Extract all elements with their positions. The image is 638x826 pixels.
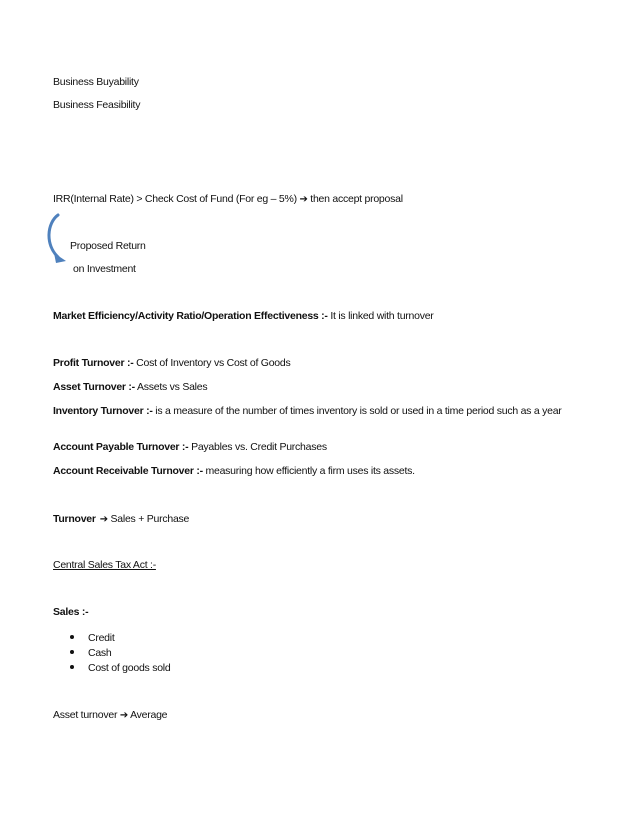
turnover-definition: Sales + Purchase bbox=[107, 513, 190, 525]
right-arrow-icon: ➔ bbox=[119, 710, 129, 721]
turnover-term: Turnover bbox=[53, 513, 96, 525]
inventory-turnover-line bbox=[53, 404, 593, 418]
market-efficiency-definition: It is linked with turnover bbox=[327, 310, 434, 322]
heading-business-feasibility: Business Feasibility bbox=[53, 99, 141, 111]
proposed-return-label: Proposed Return bbox=[70, 240, 146, 252]
on-investment-label: on Investment bbox=[73, 263, 136, 275]
irr-prefix: IRR(Internal Rate) > Check Cost of Fund (For eg – 5%) bbox=[53, 193, 300, 205]
bullet-icon bbox=[70, 665, 74, 669]
heading-business-buyability: Business Buyability bbox=[53, 76, 139, 88]
asset-turnover-definition: Assets vs Sales bbox=[134, 381, 208, 393]
irr-suffix: then accept proposal bbox=[307, 193, 403, 205]
asset-turnover-average-line bbox=[53, 709, 167, 722]
sales-item-label: Cash bbox=[88, 647, 112, 659]
account-payable-definition: Payables vs. Credit Purchases bbox=[188, 441, 327, 453]
account-payable-term: Account Payable Turnover :- bbox=[53, 441, 189, 453]
asset-turnover-term: Asset Turnover :- bbox=[53, 381, 135, 393]
sales-item-label: Cost of goods sold bbox=[88, 662, 171, 674]
right-arrow-icon: ➔ bbox=[299, 194, 308, 205]
sales-item-label: Credit bbox=[88, 632, 115, 644]
market-efficiency-term: Market Efficiency/Activity Ratio/Operation Effectiveness :- bbox=[53, 310, 328, 322]
list-item bbox=[70, 662, 170, 675]
inventory-turnover-definition: is a measure of the number of times inventory is sold or used in a time period such as a year bbox=[152, 405, 562, 417]
central-sales-tax-heading: Central Sales Tax Act :- bbox=[53, 559, 156, 571]
curved-down-right-arrow-icon bbox=[44, 213, 70, 265]
sales-heading bbox=[53, 606, 88, 619]
account-receivable-line bbox=[53, 465, 415, 478]
asset-average-prefix: Asset turnover bbox=[53, 709, 120, 721]
turnover-line bbox=[53, 513, 189, 526]
account-payable-line bbox=[53, 441, 327, 454]
list-item bbox=[70, 632, 115, 645]
asset-average-suffix: Average bbox=[128, 709, 168, 721]
asset-turnover-line bbox=[53, 381, 207, 394]
profit-turnover-line bbox=[53, 357, 290, 370]
account-receivable-term: Account Receivable Turnover :- bbox=[53, 465, 203, 477]
market-efficiency-line bbox=[53, 310, 434, 323]
inventory-turnover-term: Inventory Turnover :- bbox=[53, 405, 153, 417]
profit-turnover-term: Profit Turnover :- bbox=[53, 357, 134, 369]
bullet-icon bbox=[70, 635, 74, 639]
profit-turnover-definition: Cost of Inventory vs Cost of Goods bbox=[133, 357, 291, 369]
sales-term: Sales :- bbox=[53, 606, 89, 618]
account-receivable-definition: measuring how efficiently a firm uses its assets. bbox=[202, 465, 415, 477]
right-arrow-icon: ➔ bbox=[99, 514, 108, 525]
bullet-icon bbox=[70, 650, 74, 654]
irr-line bbox=[53, 193, 403, 206]
list-item bbox=[70, 647, 112, 660]
